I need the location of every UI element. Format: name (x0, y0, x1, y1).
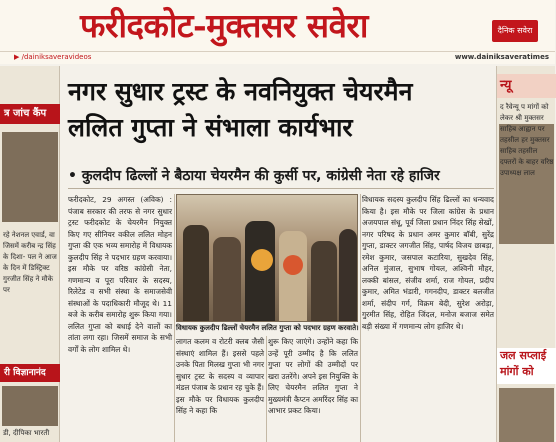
column-divider (174, 194, 175, 442)
photo-figure (279, 231, 307, 321)
youtube-link[interactable]: ▶ /dainiksaveravideos (14, 53, 92, 61)
headline-line-1: नगर सुधार ट्रस्ट के नवनियुक्त चेयरमैन (68, 77, 413, 106)
right-photo-2 (499, 388, 554, 442)
left-snippet-2: डी, दीपिका भारती (3, 429, 50, 437)
left-photo-2 (2, 386, 58, 426)
left-snippet: रहे नेशनल एवार्ड, वा जिसमें करीब न्द्र सिंह के दिशा- पल ने आज के दिन में डिस्ट्रिक्ट गुरजीत सिंह ने मौके पर (3, 231, 57, 294)
article-column-3: लागत कलम व रोटरी क्लब जैसी संस्थाएं शामिल हैं। इससे पहले उनके पिता मिलख गुप्ता भी नगर सुधार ट्रस्ट के सदस्य व व्यापार मंडल पंजाब के प्रधान रह चुके हैं। इस मौके पर विधायक कुलदीप सिंह ने कहा कि (176, 337, 264, 415)
left-band-headline-2: री विज्ञानानंद (0, 364, 60, 382)
headline-line-2: ललित गुप्ता ने संभाला कार्यभार (68, 113, 353, 142)
photo-figure (213, 237, 241, 321)
photo-figure (183, 225, 209, 321)
garland (251, 249, 273, 271)
garland (283, 255, 303, 275)
left-sidebar (0, 66, 60, 442)
newspaper-title: फरीदकोट-मुक्तसर सवेरा (80, 6, 368, 45)
photo-figure (339, 229, 357, 321)
right-band-headline: न्यू (497, 74, 556, 98)
article-photo (176, 194, 358, 322)
column-divider (266, 336, 267, 442)
article-column-1: फरीदकोट, 29 अगस्त (अविक) : पंजाब सरकार की तरफ से नगर सुधार ट्रस्ट फरीदकोट के चेयरमैन नियुक्त किए गए सीनियर वकील ललित मोहन गुप्ता की एक भव्य समारोह में विधायक कुलदीप सिंह ने पदभार ग्रहण करवाया। इस मौके पर वरिष्ठ कांग्रेसी नेता, गणमान्य व पूरा परिवार के सदस्य, रिलेटेड व सभी संस्था के समाजसेवी संस्थाओं के पदाधिकारी मौजूद थे। 11 बजे के करीब समारोह शुरू किया गया। ललित गुप्ता को बधाई देने वालों का तांता लगा रहा। जिसमें समाज के सभी वर्गों के लोग शामिल थे। (68, 195, 172, 354)
article-column-2: विधायक सदस्य कुलदीप सिंह ढिल्लों का धन्यवाद किया है। इस मौके पर जिला कांग्रेस के प्रधान अजयपाल संधू, पूर्व जिला प्रधान निंदर सिंह सेखों, नगर परिषद के प्रधान अमर कुमार बॉबी, सुरेंद्र गुप्ता, डाक्टर जगजीत सिंह, पार्षद विजय छाबड़ा, रमेश कुमार, जसपाल कटारिया, सुखदेव सिंह, अनिल मुंजाल, सुभाष गोयल, अश्विनी मौहर, लक्की बांसल, संजीव शर्मा, राज गोयल, प्रदीप कुमार, अमित भंडारी, गगनदीप, डाक्टर बलजीत शर्मा, संदीप गर्ग, विक्रम बेदी, सुरेश अरोड़ा, गुरमीत सिंह, रोहित जिंदल, मनोज बजाज समेत बड़ी संख्या में गणमान्य लोग हाजिर थे। (362, 195, 494, 331)
photo-figure (311, 241, 337, 321)
right-band-headline-2: जल सप्लाई मांगों को (497, 348, 556, 384)
social-bar (0, 52, 555, 64)
photo-figure (245, 221, 275, 321)
website-link[interactable]: www.dainiksaveratimes (454, 53, 549, 61)
left-band-headline: त्र जांच कैंप (0, 104, 60, 124)
column-divider (360, 194, 361, 442)
brand-badge: दैनिक सवेरा (492, 20, 538, 42)
right-snippet: द रैवेन्यू प मांगों को लेकर श्री मुक्तसर साहिब आह्वान पर तहसील हर मुक्तसर साहिब तहसील दफ्तरों के बाहर वरिष्ठ उपाध्यक्ष लाल (500, 103, 554, 177)
right-sidebar (496, 66, 555, 442)
left-photo (2, 132, 58, 222)
article-column-4: शुरू किए जाएंगे। उन्होंने कहा कि उन्हें पूरी उम्मीद है कि ललित गुप्ता पर लोगों की उम्मीदों पर खरा उतरेंगे। अपने इस नियुक्ति के लिए चेयरमैन ललित गुप्ता ने मुख्यमंत्री कैप्टन अमरिंदर सिंह का आभार प्रकट किया। (268, 337, 358, 415)
masthead (0, 0, 555, 52)
subheadline: • कुलदीप ढिल्लों ने बैठाया चेयरमैन की कुर्सी पर, कांग्रेसी नेता रहे हाजिर (68, 166, 494, 189)
photo-caption: विधायक कुलदीप ढिल्लों चेयरमैन ललित गुप्ता को पदभार ग्रहण करवाते। (176, 324, 359, 332)
